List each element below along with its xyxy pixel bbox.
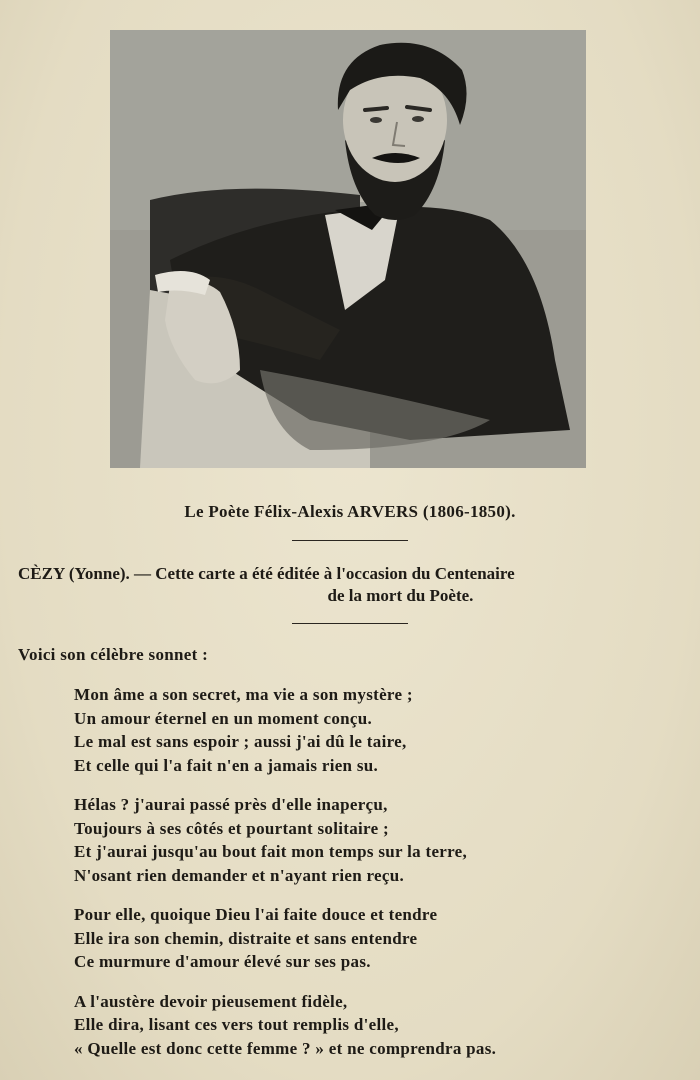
portrait-photo bbox=[110, 30, 586, 468]
photo-caption: Le Poète Félix-Alexis ARVERS (1806-1850). bbox=[184, 502, 516, 521]
stanza-3 bbox=[74, 903, 674, 974]
poem-line: « Quelle est donc cette femme ? » et ne comprendra pas. bbox=[74, 1038, 497, 1058]
sonnet-intro: Voici son célèbre sonnet : bbox=[18, 645, 209, 664]
poem-line: Et celle qui l'a fait n'en a jamais rien su. bbox=[74, 755, 379, 775]
portrait-illustration bbox=[110, 30, 586, 468]
stanza-4 bbox=[74, 990, 674, 1061]
poem-line: Pour elle, quoique Dieu l'ai faite douce et tendre bbox=[74, 905, 438, 924]
poem-line: Elle dira, lisant ces vers tout remplis d'elle, bbox=[74, 1015, 399, 1034]
stanza-1 bbox=[74, 683, 674, 777]
notice-line-1: CÈZY (Yonne). — Cette carte a été éditée à l'occasion du Centenaire bbox=[18, 564, 515, 583]
publication-notice bbox=[18, 563, 688, 607]
poem-line: A l'austère devoir pieusement fidèle, bbox=[74, 991, 348, 1011]
poem-line: Hélas ? j'aurai passé près d'elle inaperçu, bbox=[74, 795, 388, 814]
poem-line: Le mal est sans espoir ; aussi j'ai dû le taire, bbox=[74, 732, 407, 751]
poem-line: Mon âme a son secret, ma vie a son mystère ; bbox=[74, 685, 413, 704]
notice-line-2: de la mort du Poète. bbox=[327, 586, 474, 605]
divider-top bbox=[292, 540, 408, 541]
stanza-2 bbox=[74, 793, 674, 887]
poem-line: Toujours à ses côtés et pourtant solitaire ; bbox=[74, 818, 389, 838]
divider-bottom bbox=[292, 623, 408, 624]
sonnet bbox=[74, 683, 674, 1076]
poem-line: Et j'aurai jusqu'au bout fait mon temps sur la terre, bbox=[74, 842, 468, 861]
poem-line: Un amour éternel en un moment conçu. bbox=[74, 708, 373, 728]
poem-line: Elle ira son chemin, distraite et sans entendre bbox=[74, 928, 418, 948]
poem-line: N'osant rien demander et n'ayant rien reçu. bbox=[74, 865, 405, 885]
poem-line: Ce murmure d'amour élevé sur ses pas. bbox=[74, 952, 371, 971]
